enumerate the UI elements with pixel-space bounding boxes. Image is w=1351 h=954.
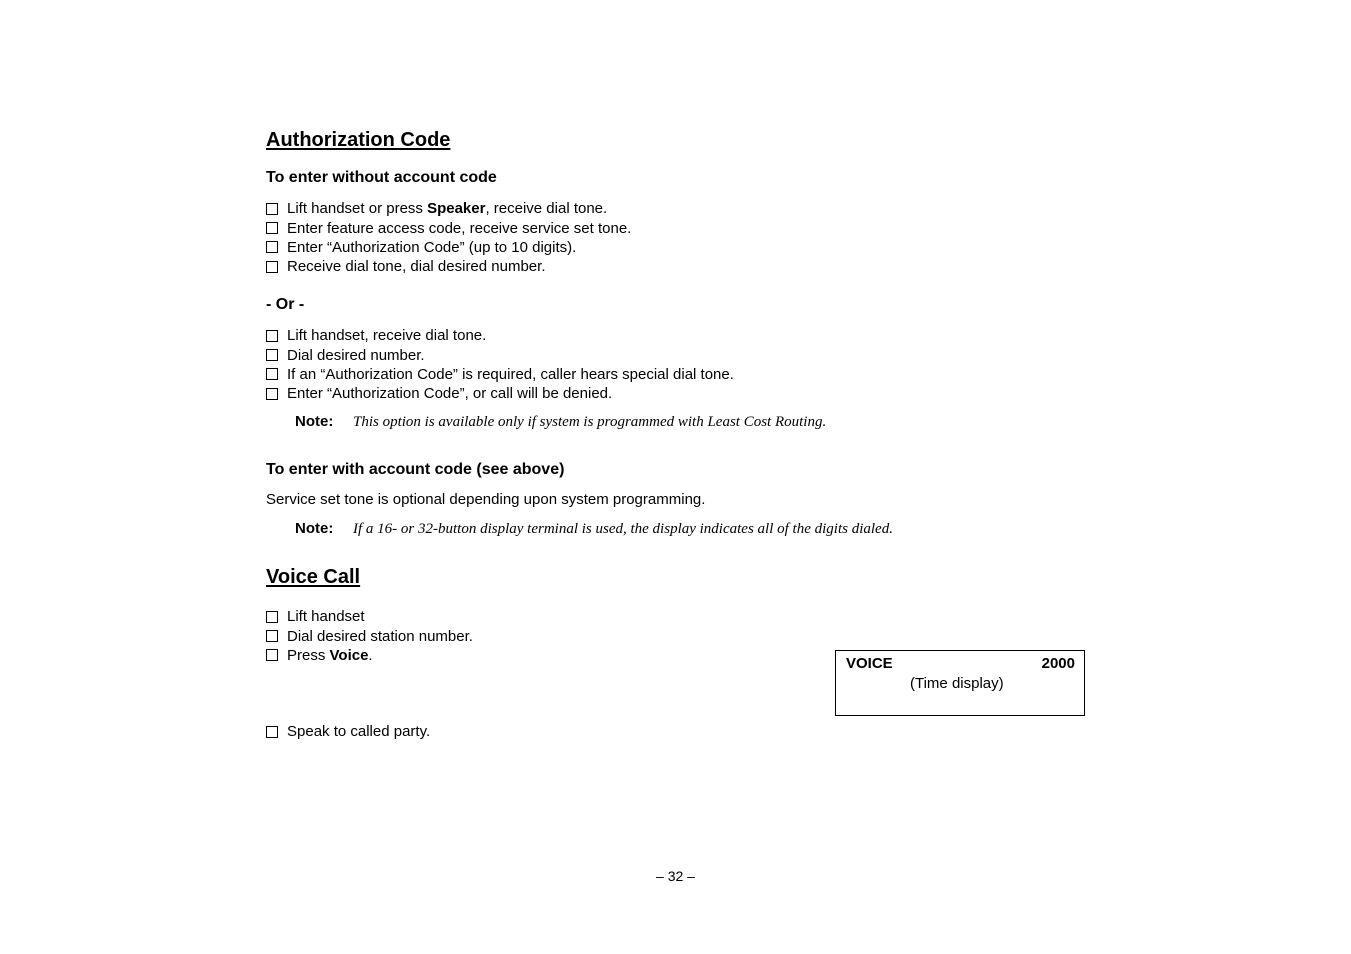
note-label: Note: [295,520,334,537]
list-item [266,646,473,665]
checkbox-icon [266,222,278,234]
checkbox-icon [266,388,278,400]
list-item [266,345,734,364]
authorization-code-title: Authorization Code [266,129,451,151]
checkbox-icon [266,649,278,661]
checkbox-icon [266,726,278,738]
display-extension: 2000 [1041,655,1075,672]
voice-call-title: Voice Call [266,566,361,588]
checkbox-icon [266,261,278,273]
without-account-steps [266,199,631,277]
note-text: If a 16- or 32-button display terminal is used, the display indicates all of the digits dialed. [353,521,893,537]
note-least-cost-routing [295,413,826,431]
note-text: This option is available only if system is programmed with Least Cost Routing. [353,414,827,430]
checkbox-icon [266,611,278,623]
voice-call-final-step [266,722,430,741]
page-number: – 32 – [656,868,695,884]
checkbox-icon [266,330,278,342]
list-item [266,626,473,645]
checkbox-icon [266,241,278,253]
checkbox-icon [266,349,278,361]
checkbox-icon [266,368,278,380]
voice-call-steps [266,607,473,665]
display-time-placeholder: (Time display) [910,675,1004,692]
checkbox-icon [266,203,278,215]
list-item [266,218,631,237]
note-display-terminal [295,520,893,538]
list-item [266,365,734,384]
step-text: Dial desired station number. [287,627,473,645]
step-text: Lift handset, receive dial tone. [287,327,487,345]
or-separator: - Or - [266,296,305,313]
checkbox-icon [266,630,278,642]
without-account-heading: To enter without account code [266,169,497,186]
list-item [266,384,734,403]
step-text: Lift handset or press Speaker, receive dial tone. [287,200,608,218]
service-tone-paragraph: Service set tone is optional depending upon system programming. [266,491,706,508]
step-text: Speak to called party. [287,723,431,741]
alternate-steps [266,326,734,404]
display-mode-label: VOICE [846,655,893,672]
list-item [266,238,631,257]
step-text: Press Voice. [287,646,373,664]
with-account-heading: To enter with account code (see above) [266,461,565,478]
list-item [266,199,631,218]
note-label: Note: [295,413,334,430]
list-item [266,722,430,741]
step-text: Lift handset [287,608,365,626]
step-text: Receive dial tone, dial desired number. [287,258,546,276]
list-item [266,607,473,626]
terminal-display-box [835,650,1085,716]
step-text: Enter “Authorization Code” (up to 10 digits). [287,238,577,256]
step-text: Enter feature access code, receive service set tone. [287,219,632,237]
step-text: If an “Authorization Code” is required, caller hears special dial tone. [287,365,734,383]
step-text: Enter “Authorization Code”, or call will be denied. [287,385,613,403]
list-item [266,257,631,276]
step-text: Dial desired number. [287,346,425,364]
list-item [266,326,734,345]
